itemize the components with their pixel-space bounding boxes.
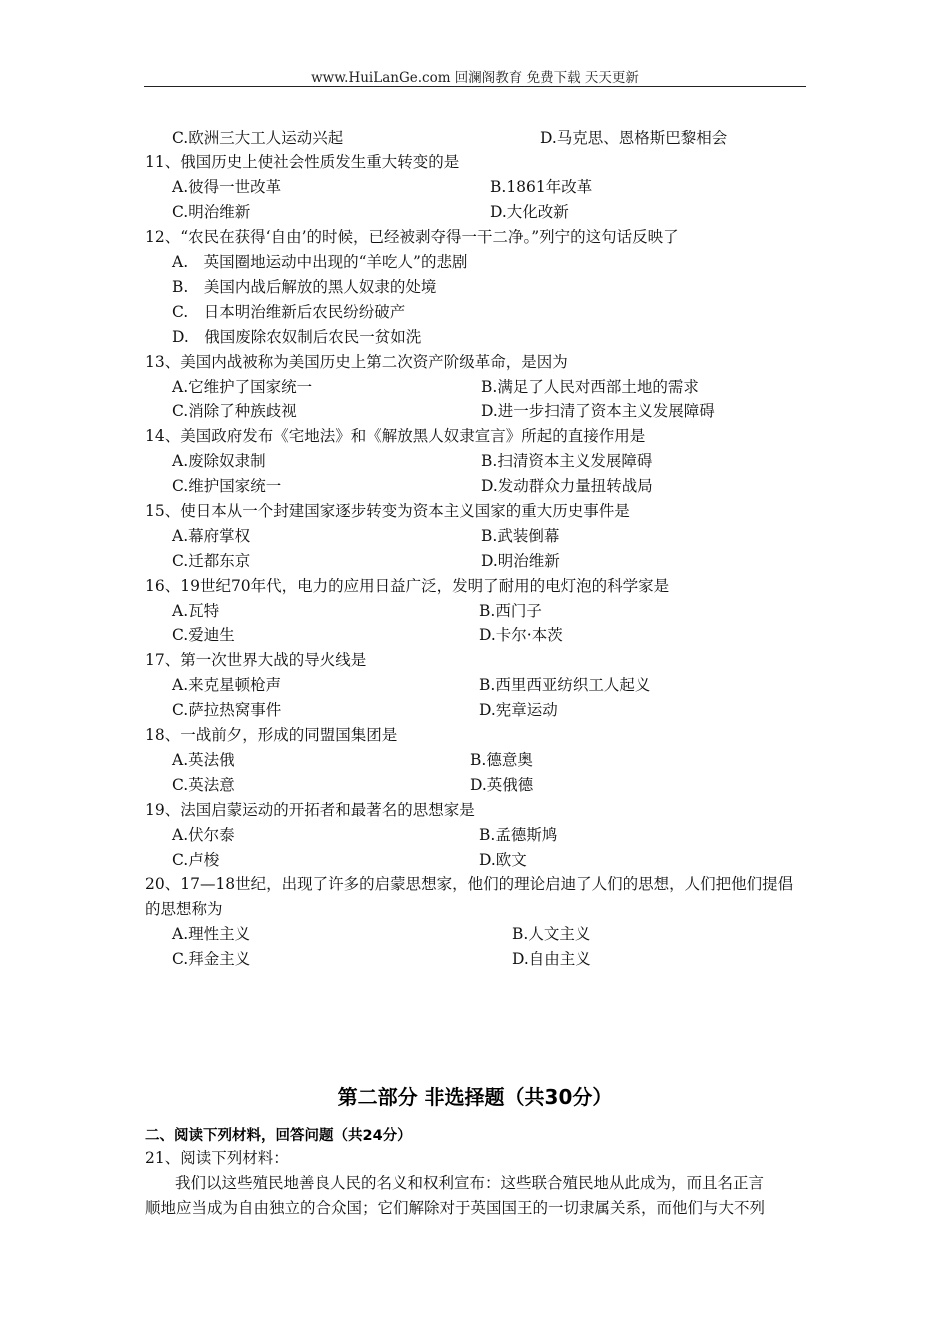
text-line: A.幕府掌权	[172, 527, 251, 545]
text-line: D.大化改新	[490, 203, 569, 221]
text-line: C.消除了种族歧视	[172, 402, 297, 420]
text-line: A.它维护了国家统一	[172, 378, 313, 396]
text-line: B.西门子	[479, 602, 542, 620]
text-line: 顺地应当成为自由独立的合众国；它们解除对于英国国王的一切隶属关系，而他们与大不列	[145, 1199, 766, 1217]
text-line: 20、17—18世纪，出现了许多的启蒙思想家，他们的理论启迪了人们的思想，人们把他们提倡	[145, 875, 794, 893]
text-line: C.迁都东京	[172, 552, 251, 570]
text-line: B.武装倒幕	[481, 527, 560, 545]
text-line: C. 日本明治维新后农民纷纷破产	[172, 303, 406, 321]
text-line: 17、第一次世界大战的导火线是	[145, 651, 367, 669]
text-line: A.英法俄	[172, 751, 235, 769]
text-line: 15、使日本从一个封建国家逐步转变为资本主义国家的重大历史事件是	[145, 502, 630, 520]
text-line: A.瓦特	[172, 602, 220, 620]
text-line: B.人文主义	[512, 925, 591, 943]
section-title: 第二部分 非选择题（共30分）	[337, 1085, 613, 1109]
text-line: 12、“农民在获得‘自由’的时候，已经被剥夺得一干二净。”列宁的这句话反映了	[145, 228, 679, 246]
section-subheading: 二、阅读下列材料，回答问题（共24分）	[145, 1128, 412, 1144]
text-line: C.拜金主义	[172, 950, 251, 968]
header-rule	[144, 86, 806, 87]
text-line: 我们以这些殖民地善良人民的名义和权利宣布：这些联合殖民地从此成为，而且名正言	[175, 1174, 765, 1192]
text-line: C.英法意	[172, 776, 235, 794]
text-line: 13、美国内战被称为美国历史上第二次资产阶级革命，是因为	[145, 353, 568, 371]
text-line: 14、美国政府发布《宅地法》和《解放黑人奴隶宣言》所起的直接作用是	[145, 427, 646, 445]
text-line: A.理性主义	[172, 925, 251, 943]
text-line: 18、一战前夕，形成的同盟国集团是	[145, 726, 398, 744]
text-line: 16、19世纪70年代，电力的应用日益广泛，发明了耐用的电灯泡的科学家是	[145, 577, 670, 595]
text-line: A.废除奴隶制	[172, 452, 266, 470]
text-line: B.西里西亚纺织工人起义	[479, 676, 651, 694]
text-line: D.明治维新	[481, 552, 560, 570]
text-line: A. 英国圈地运动中出现的“羊吃人”的悲剧	[172, 253, 468, 271]
text-line: B.扫清资本主义发展障碍	[481, 452, 653, 470]
text-line: 11、俄国历史上使社会性质发生重大转变的是	[145, 153, 460, 171]
text-line: B. 美国内战后解放的黑人奴隶的处境	[172, 278, 437, 296]
text-line: A.伏尔泰	[172, 826, 235, 844]
text-line: C.明治维新	[172, 203, 251, 221]
text-line: A.来克星顿枪声	[172, 676, 282, 694]
text-line: D.进一步扫清了资本主义发展障碍	[481, 402, 715, 420]
text-line: C.欧洲三大工人运动兴起	[172, 129, 344, 147]
text-line: D.宪章运动	[479, 701, 558, 719]
text-line: D.马克思、恩格斯巴黎相会	[540, 129, 728, 147]
text-line: B.满足了人民对西部土地的需求	[481, 378, 699, 396]
page-header: www.HuiLanGe.com 回澜阁教育 免费下载 天天更新	[311, 70, 639, 86]
text-line: C.爱迪生	[172, 626, 235, 644]
text-line: 19、法国启蒙运动的开拓者和最著名的思想家是	[145, 801, 475, 819]
text-line: B.孟德斯鸠	[479, 826, 558, 844]
text-line: C.萨拉热窝事件	[172, 701, 282, 719]
text-line: B.1861年改革	[490, 178, 593, 196]
text-line: D.发动群众力量扭转战局	[481, 477, 653, 495]
text-line: D.卡尔·本茨	[479, 626, 563, 644]
text-line: 的思想称为	[145, 900, 223, 918]
text-line: D. 俄国废除农奴制后农民一贫如洗	[172, 328, 422, 346]
text-line: D.自由主义	[512, 950, 591, 968]
text-line: 21、阅读下列材料：	[145, 1149, 289, 1167]
text-line: B.德意奥	[470, 751, 533, 769]
text-line: C.卢梭	[172, 851, 220, 869]
text-line: D.英俄德	[470, 776, 534, 794]
text-line: C.维护国家统一	[172, 477, 282, 495]
text-line: D.欧文	[479, 851, 527, 869]
text-line: A.彼得一世改革	[172, 178, 282, 196]
